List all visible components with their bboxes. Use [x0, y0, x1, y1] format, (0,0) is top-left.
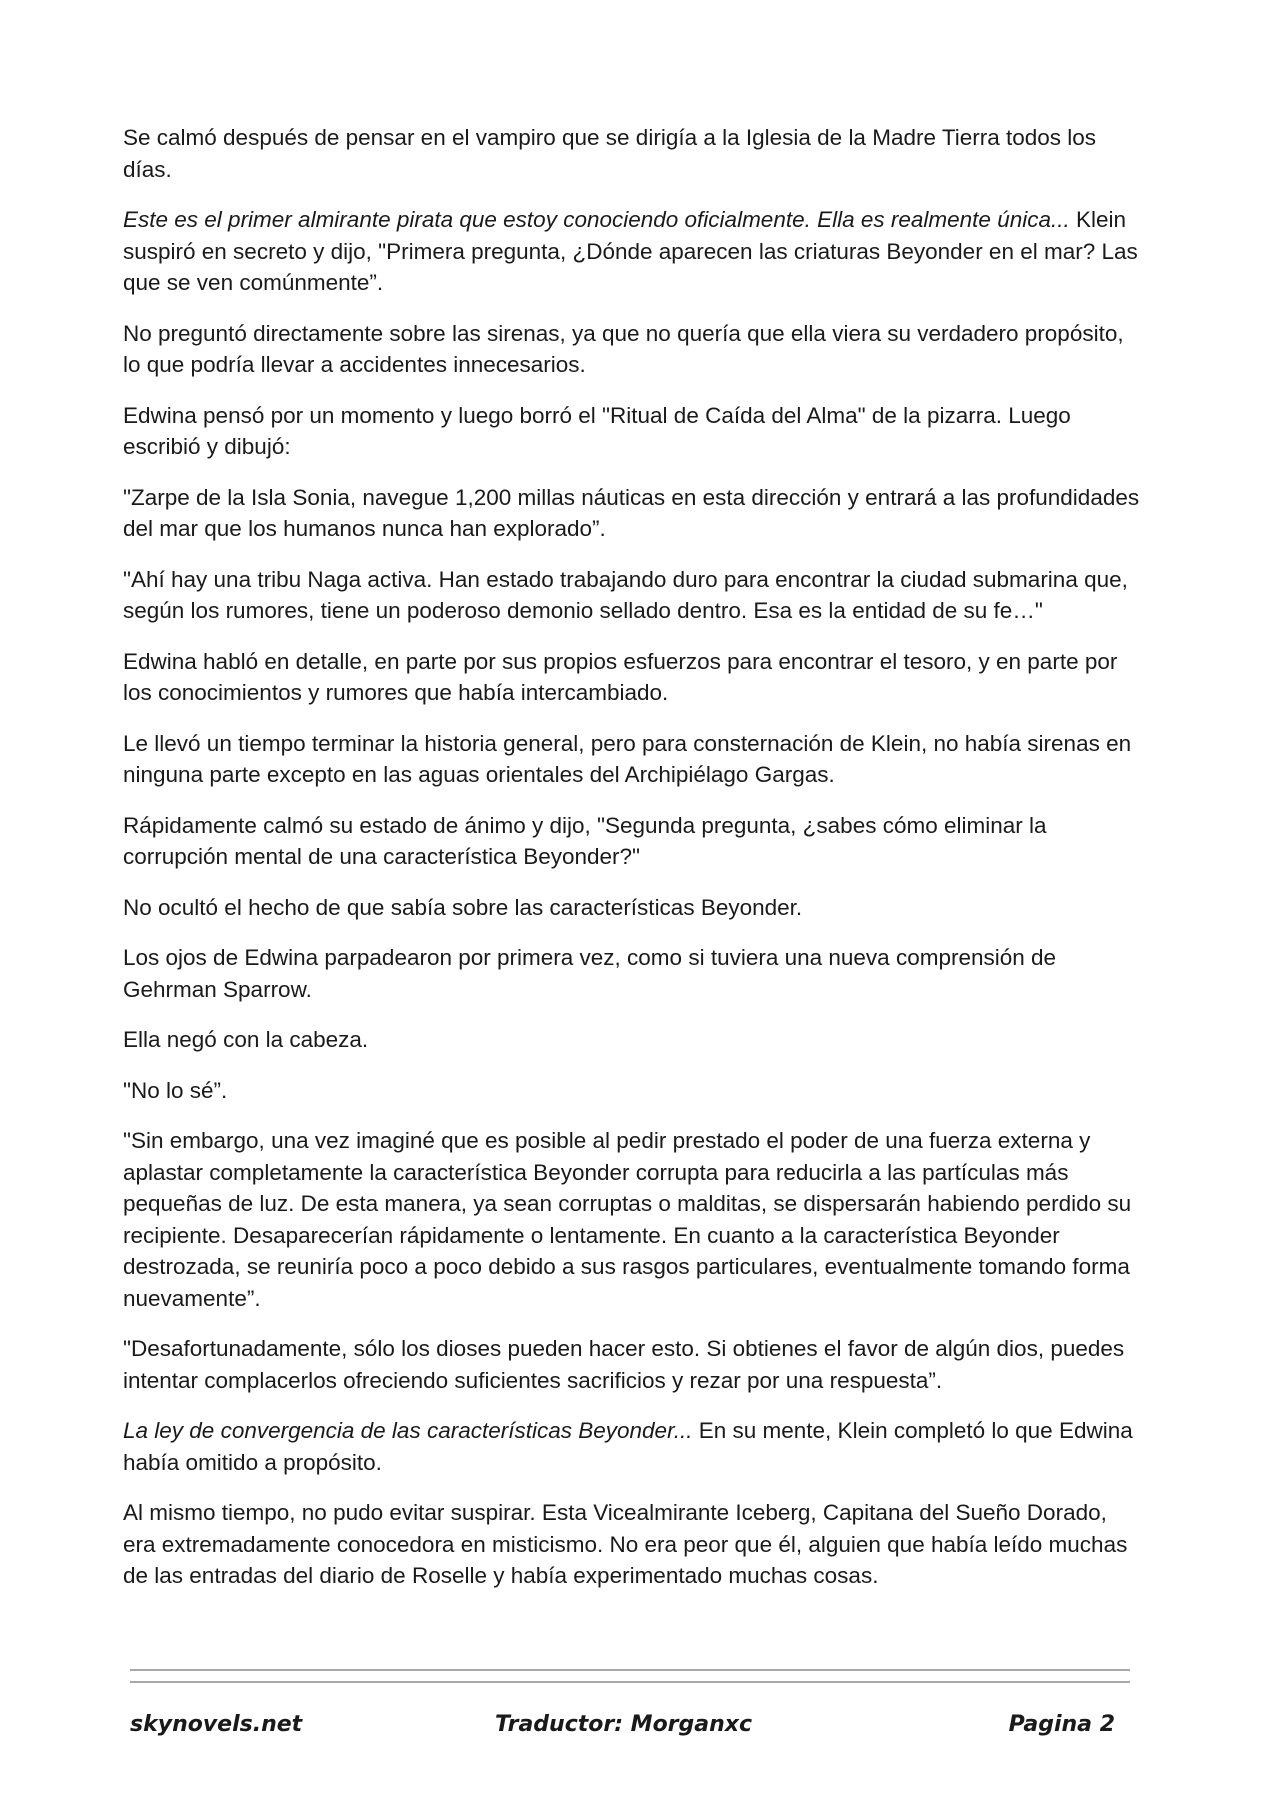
footer-site: skynovels.net [130, 1712, 303, 1737]
paragraph-17: Al mismo tiempo, no pudo evitar suspirar. Esta Vicealmirante Iceberg, Capitana del Sueño Dorado, era extremadamente conocedora en misticismo. No era peor que él, alguien que había leído muchas de las entradas del diario de Roselle y había experimentado muchas cosas. [123, 1500, 1128, 1588]
paragraph-5: "Zarpe de la Isla Sonia, navegue 1,200 millas náuticas en esta dirección y entrará a las profundidades del mar que los humanos nunca han explorado”. [123, 484, 1140, 541]
paragraph-12: Ella negó con la cabeza. [123, 1027, 369, 1052]
paragraph-8: Le llevó un tiempo terminar la historia general, pero para consternación de Klein, no había sirenas en ninguna parte excepto en las aguas orientales del Archipiélago Gargas. [123, 730, 1132, 787]
italic-thought: La ley de convergencia de las características Beyonder... [123, 1418, 693, 1443]
paragraph-16: La ley de convergencia de las características Beyonder... En su mente, Klein completó lo que Edwina había omitido a propósito. [123, 1418, 1133, 1475]
body-text [123, 122, 1143, 1592]
paragraph-3: No preguntó directamente sobre las sirenas, ya que no quería que ella viera su verdadero propósito, lo que podría llevar a accidentes innecesarios. [123, 320, 1124, 377]
footer-divider-top [130, 1669, 1130, 1671]
page-footer [130, 1712, 1130, 1752]
footer-divider-bottom [130, 1681, 1130, 1683]
paragraph-9: Rápidamente calmó su estado de ánimo y dijo, "Segunda pregunta, ¿sabes cómo eliminar la corrupción mental de una característica Beyonder?" [123, 812, 1047, 869]
paragraph-6: "Ahí hay una tribu Naga activa. Han estado trabajando duro para encontrar la ciudad submarina que, según los rumores, tiene un poderoso demonio sellado dentro. Esa es la entidad de su fe…" [123, 566, 1128, 623]
paragraph-11: Los ojos de Edwina parpadearon por primera vez, como si tuviera una nueva comprensión de Gehrman Sparrow. [123, 945, 1057, 1002]
paragraph-1: Se calmó después de pensar en el vampiro que se dirigía a la Iglesia de la Madre Tierra todos los días. [123, 125, 1097, 182]
footer-page-number: Pagina 2 [1008, 1712, 1115, 1737]
paragraph-2: Este es el primer almirante pirata que estoy conociendo oficialmente. Ella es realmente única... Klein suspiró en secreto y dijo, "Primera pregunta, ¿Dónde aparecen las criaturas Beyonder en el mar? Las que se ven comúnmente”. [123, 207, 1138, 295]
paragraph-4: Edwina pensó por un momento y luego borró el "Ritual de Caída del Alma" de la pizarra. Luego escribió y dibujó: [123, 402, 1071, 459]
footer-translator: Traductor: Morganxc [495, 1712, 753, 1737]
paragraph-13: "No lo sé”. [123, 1077, 228, 1103]
paragraph-10: No ocultó el hecho de que sabía sobre las características Beyonder. [123, 894, 803, 920]
italic-thought: Este es el primer almirante pirata que estoy conociendo oficialmente. Ella es realmente única... [123, 207, 1070, 232]
paragraph-15: "Desafortunadamente, sólo los dioses pueden hacer esto. Si obtienes el favor de algún dios, puedes intentar complacerlos ofreciendo suficientes sacrificios y rezar por una respuesta”. [123, 1336, 1125, 1393]
paragraph-7: Edwina habló en detalle, en parte por sus propios esfuerzos para encontrar el tesoro, y en parte por los conocimientos y rumores que había intercambiado. [123, 648, 1118, 705]
paragraph-14: "Sin embargo, una vez imaginé que es posible al pedir prestado el poder de una fuerza externa y aplastar completamente la característica Beyonder corrupta para reducirla a las partículas más pequeñas de luz. De esta manera, ya sean corruptas o malditas, se dispersarán habiendo perdido su recipiente. Desaparecerían rápidamente o lentamente. En cuanto a la característica Beyonder destrozada, se reuniría poco a poco debido a sus rasgos particulares, eventualmente tomando forma nuevamente”. [123, 1128, 1132, 1311]
